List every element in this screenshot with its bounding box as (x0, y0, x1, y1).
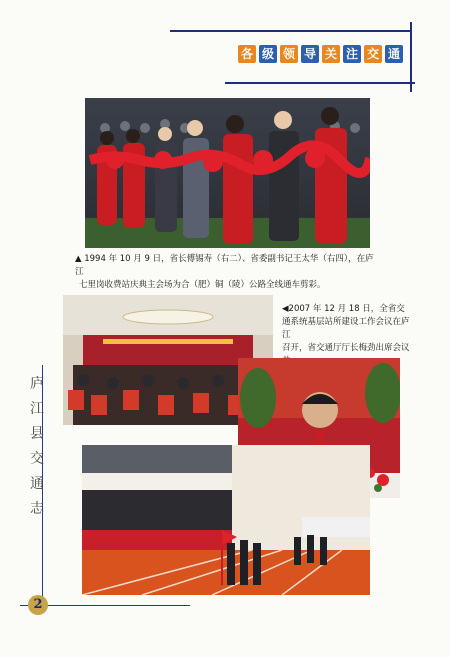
caption-line: ◀2007 年 12 月 18 日，全省交 (282, 304, 405, 314)
title-char: 注 (343, 45, 361, 63)
title-char: 关 (322, 45, 340, 63)
stadium-parade-photo (82, 445, 370, 595)
side-title-char: 江 (30, 401, 44, 417)
side-title (28, 372, 46, 522)
ribbon-cutting-photo (85, 98, 370, 248)
header-rule-top (170, 30, 412, 32)
caption-line: 七里岗收费站庆典主会场为合（肥）铜（陵）公路全线通车剪彩。 (79, 280, 326, 290)
title-char: 各 (238, 45, 256, 63)
photo1-caption (75, 253, 380, 292)
title-char: 通 (385, 45, 403, 63)
header-rule-bottom (225, 82, 415, 84)
caption-line: ▲ 1994 年 10 月 9 日，省长傅锡寿（右二）、省委副书记王太华（右四），在庐江 (75, 254, 374, 277)
page-number: 2 (28, 595, 48, 615)
side-title-char: 志 (30, 501, 44, 517)
title-char: 级 (259, 45, 277, 63)
title-char: 领 (280, 45, 298, 63)
caption-line: 通系统基层站所建设工作会议在庐江 (282, 317, 410, 340)
side-title-char: 通 (30, 476, 44, 492)
side-title-char: 庐 (30, 376, 44, 392)
side-title-char: 县 (30, 426, 44, 442)
section-title (238, 45, 403, 63)
caption-line: 召开，省交通厅厅长梅劲出席会议 (282, 343, 410, 353)
title-char: 交 (364, 45, 382, 63)
title-char: 导 (301, 45, 319, 63)
side-title-char: 交 (30, 451, 44, 467)
